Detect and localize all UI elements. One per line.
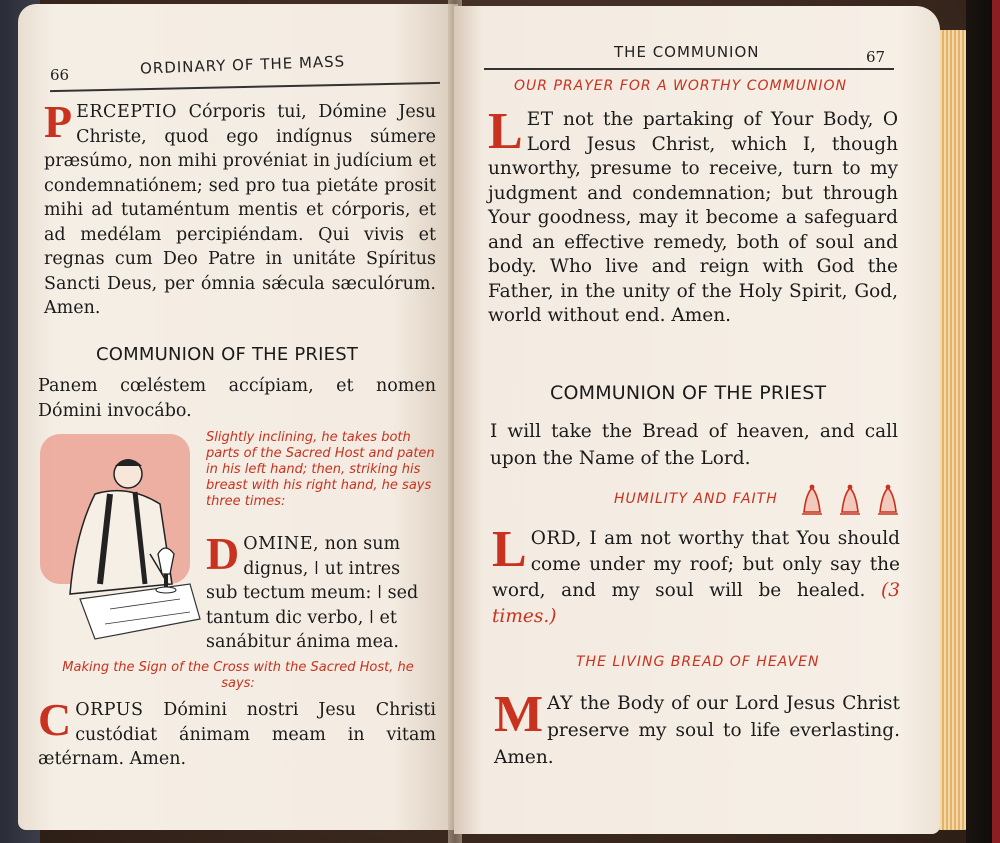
prayer-may bbox=[494, 686, 900, 771]
page-number: 67 bbox=[866, 48, 886, 66]
header-rule bbox=[50, 82, 440, 92]
rubric-sign-of-cross: Making the Sign of the Cross with the Sacred Host, he says: bbox=[62, 660, 414, 691]
header-rule bbox=[484, 68, 894, 70]
bell-icons bbox=[796, 484, 916, 518]
domine-line3: sub tectum meum: ǀ sed bbox=[206, 583, 419, 603]
left-page bbox=[18, 4, 458, 830]
running-title: ORDINARY OF THE MASS bbox=[139, 52, 346, 78]
drop-cap: P bbox=[44, 96, 73, 147]
rubric-inclining: Slightly inclining, he takes both parts of the Sacred Host and paten in his left hand; then, striking his breast with his right hand, he says three times: bbox=[206, 430, 435, 509]
ribbon-strip bbox=[992, 0, 1000, 843]
drop-cap: L bbox=[488, 103, 523, 160]
prayer-let-not bbox=[488, 103, 898, 329]
right-page-header bbox=[484, 38, 894, 68]
first-word: ET bbox=[526, 109, 554, 130]
subheading-worthy-communion: OUR PRAYER FOR A WORTHY COMMUNION bbox=[514, 78, 848, 94]
three-times-note: (3 times.) bbox=[492, 580, 900, 627]
panem-text: Panem cœléstem accípiam, et nomen Dómini invocábo. bbox=[38, 376, 436, 421]
section-heading: COMMUNION OF THE PRIEST bbox=[96, 344, 359, 365]
prayer-text: Dómini nostri Jesu Christi custódiat ánimam meam in vitam ætérnam. Amen. bbox=[38, 700, 436, 769]
first-word: OMINE, bbox=[243, 534, 320, 554]
prayer-text: the Body of our Lord Jesus Christ preserve my soul to life everlasting. Amen. bbox=[494, 693, 900, 768]
prayer-lord bbox=[492, 521, 900, 630]
bread-of-heaven-text: I will take the Bread of heaven, and call upon the Name of the Lord. bbox=[490, 421, 898, 469]
domine-line5: sanábitur ánima mea. bbox=[206, 632, 399, 652]
first-word: ERCEPTIO bbox=[76, 102, 177, 122]
subheading-humility-faith: HUMILITY AND FAITH bbox=[614, 491, 778, 507]
right-page bbox=[454, 6, 940, 834]
domine-line2: dignus, ǀ ut intres bbox=[243, 558, 401, 579]
subheading-living-bread: THE LIVING BREAD OF HEAVEN bbox=[576, 654, 820, 670]
prayer-domine bbox=[206, 528, 436, 655]
first-word: ORPUS bbox=[75, 700, 144, 720]
running-title: THE COMMUNION bbox=[614, 43, 760, 61]
page-number: 66 bbox=[50, 66, 70, 84]
drop-cap: L bbox=[492, 521, 527, 578]
domine-line4: tantum dic verbo, ǀ et bbox=[206, 607, 397, 628]
prayer-corpus bbox=[38, 694, 436, 772]
prayer-text: I am not worthy that You should come under my roof; but only say the word, and my soul will be healed. bbox=[492, 528, 900, 601]
domine-line1: non sum bbox=[319, 534, 401, 554]
first-word: ORD, bbox=[530, 528, 582, 549]
section-heading: COMMUNION OF THE PRIEST bbox=[550, 382, 827, 404]
prayer-perceptio bbox=[44, 96, 436, 321]
drop-cap: M bbox=[494, 686, 544, 743]
prayer-text: not the partaking of Your Body, O Lord Jesus Christ, which I, though unworthy, presume to receive, turn to my judgment and condemnation; but through Your goodness, may it become a safeguard and an effective remedy, both of soul and body. Who live and reign with God the Father, in the unity of the Holy Spirit, God, world without end. Amen. bbox=[488, 109, 898, 326]
drop-cap: D bbox=[206, 528, 240, 579]
first-word: AY bbox=[547, 693, 573, 714]
drop-cap: C bbox=[38, 694, 72, 745]
prayer-text: Córporis tui, Dómine Jesu Christe, quod ego indígnus súmere præsúmo, non mihi provéniat in judícium et condemnatiónem; sed pro tua pietáte prosit mihi ad tutaméntum mentis et córporis, et ad medélam percipiéndam. Qui vivis et regnas cum Deo Patre in unitáte Spíritus Sancti Deus, per ómnia sǽcula sæculórum. Amen. bbox=[44, 102, 436, 318]
left-page-header bbox=[50, 46, 440, 84]
priest-illustration bbox=[40, 434, 205, 644]
